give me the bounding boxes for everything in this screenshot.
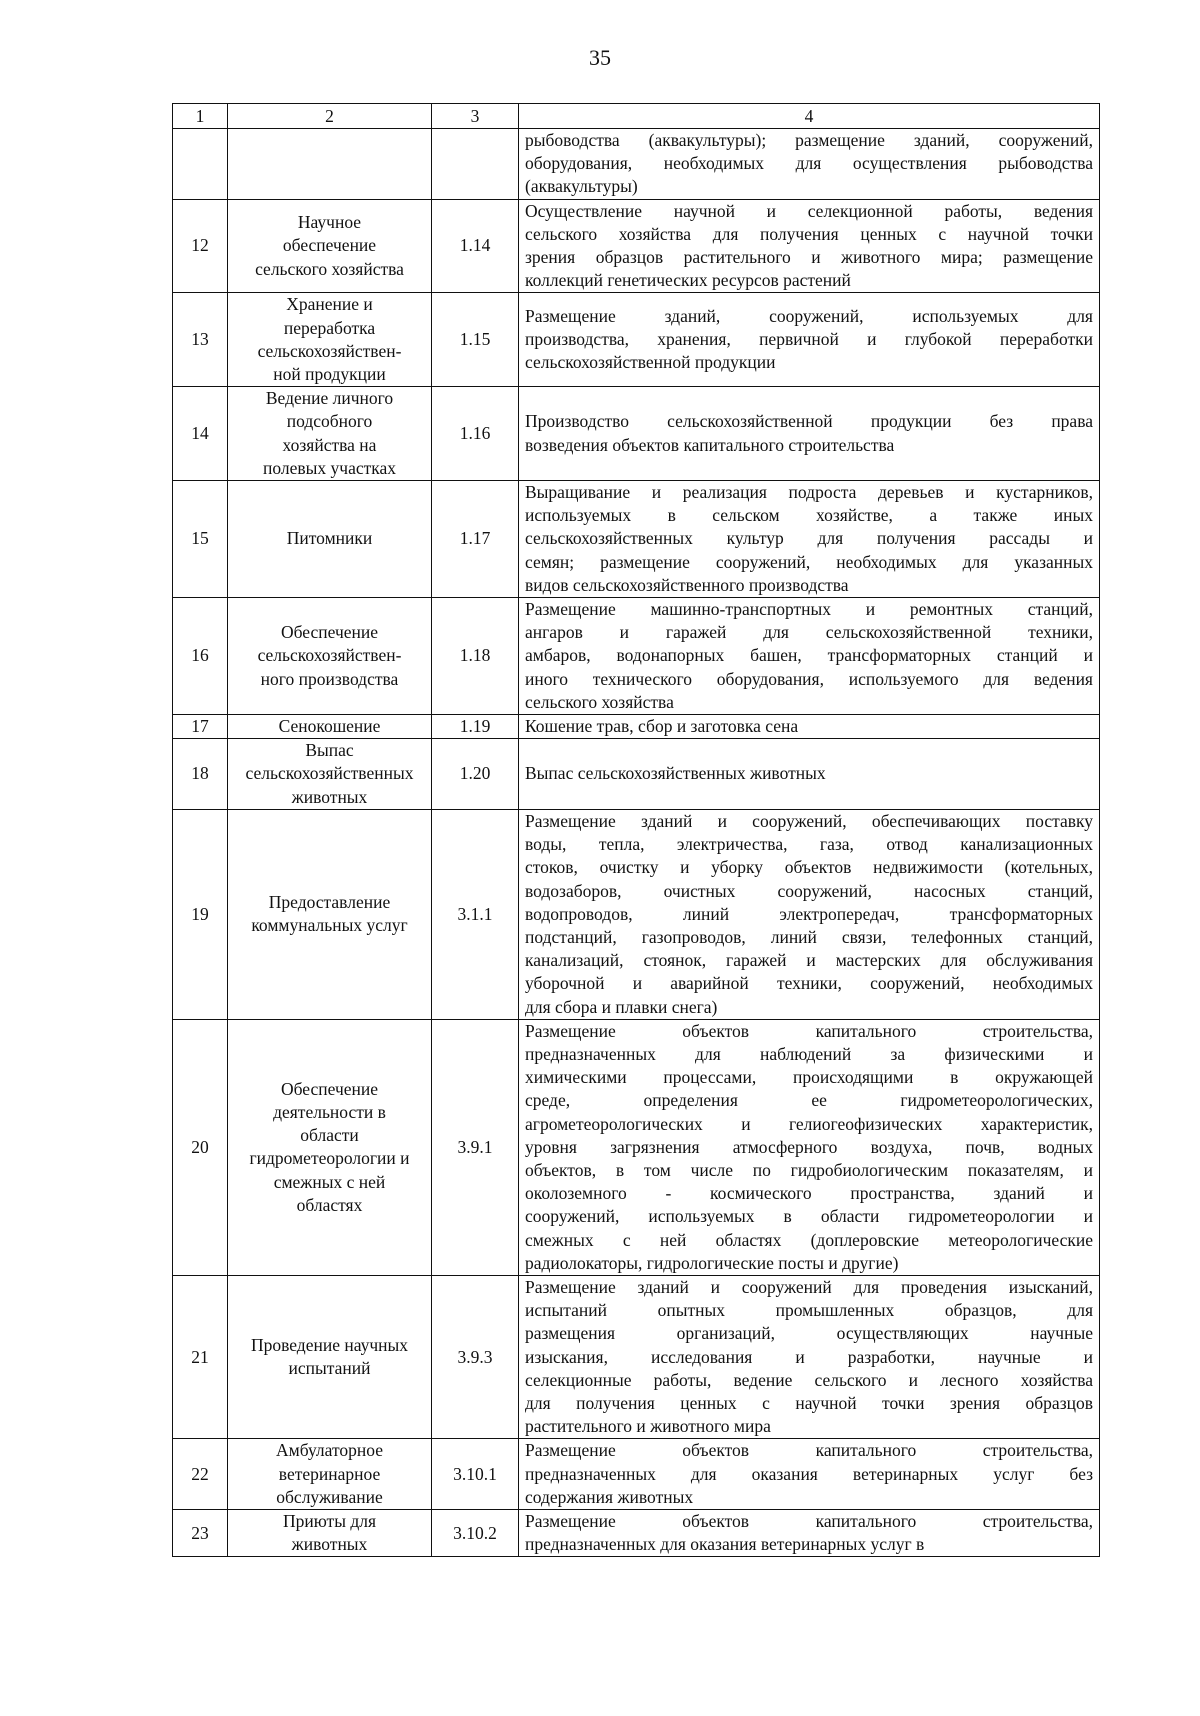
row-number: 12 bbox=[173, 199, 228, 293]
description-line: амбаров, водонапорных башен, трансформаторных станций и bbox=[525, 645, 1093, 666]
land-use-code: 1.14 bbox=[432, 199, 519, 293]
description-line: уборочной и аварийной техники, сооружений, необходимых bbox=[525, 973, 1093, 994]
name-line: животных bbox=[291, 1534, 368, 1555]
land-use-code bbox=[432, 129, 519, 200]
land-use-description bbox=[519, 1275, 1100, 1438]
name-line: Обеспечение bbox=[280, 1078, 379, 1099]
row-number: 13 bbox=[173, 293, 228, 387]
description-line: возведения объектов капитального строительства bbox=[525, 434, 895, 455]
description-line: Размещение объектов капитального строительства, bbox=[525, 1510, 1093, 1531]
description-line: среде, определения ее гидрометеорологических, bbox=[525, 1090, 1093, 1111]
land-use-description bbox=[519, 481, 1100, 598]
table-row bbox=[173, 739, 1100, 810]
description-line: смежных с ней областях (доплеровские метеорологические bbox=[525, 1229, 1093, 1250]
land-use-name bbox=[228, 1019, 432, 1275]
row-number bbox=[173, 129, 228, 200]
land-use-description bbox=[519, 293, 1100, 387]
description-line: Размещение объектов капитального строительства, bbox=[525, 1020, 1093, 1041]
name-line: испытаний bbox=[288, 1358, 371, 1379]
table-row bbox=[173, 387, 1100, 481]
description-line: зрения образцов растительного и животного мира; размещение bbox=[525, 247, 1093, 268]
land-use-name bbox=[228, 481, 432, 598]
name-line: сельскохозяйственных bbox=[245, 763, 414, 784]
description-line: канализаций, стоянок, гаражей и мастерских для обслуживания bbox=[525, 950, 1093, 971]
description-line: ангаров и гаражей для сельскохозяйственной техники, bbox=[525, 622, 1093, 643]
table-row bbox=[173, 715, 1100, 739]
description-line: сельского хозяйства для получения ценных с научной точки bbox=[525, 223, 1093, 244]
description-line: химическими процессами, происходящими в окружающей bbox=[525, 1067, 1093, 1088]
description-line: Размещение объектов капитального строительства, bbox=[525, 1440, 1093, 1461]
land-use-name bbox=[228, 809, 432, 1019]
table-row bbox=[173, 129, 1100, 200]
name-line: обеспечение bbox=[282, 235, 377, 256]
description-line: агрометеорологических и гелиогеофизических характеристик, bbox=[525, 1113, 1093, 1134]
land-use-name bbox=[228, 715, 432, 739]
name-line: Сенокошение bbox=[278, 716, 381, 737]
land-use-name bbox=[228, 129, 432, 200]
table-row bbox=[173, 1439, 1100, 1510]
name-line: коммунальных услуг bbox=[251, 915, 408, 936]
description-line: содержания животных bbox=[525, 1486, 694, 1507]
description-line: водопроводов, линий электропередач, трансформаторных bbox=[525, 903, 1093, 924]
description-line: сельского хозяйства bbox=[525, 691, 674, 712]
description-line: Осуществление научной и селекционной работы, ведения bbox=[525, 200, 1093, 221]
name-line: областях bbox=[296, 1194, 363, 1215]
land-use-description bbox=[519, 598, 1100, 715]
land-use-code: 3.10.2 bbox=[432, 1509, 519, 1556]
name-line: деятельности в bbox=[273, 1101, 386, 1122]
name-line: ветеринарное bbox=[278, 1463, 381, 1484]
description-line: сельскохозяйственной продукции bbox=[525, 352, 776, 373]
name-line: сельскохозяйствен- bbox=[257, 645, 402, 666]
land-use-description bbox=[519, 387, 1100, 481]
description-line: Выпас сельскохозяйственных животных bbox=[525, 763, 826, 784]
column-header-4: 4 bbox=[519, 104, 1100, 129]
land-use-description bbox=[519, 199, 1100, 293]
land-use-name bbox=[228, 293, 432, 387]
name-line: гидрометеорологии и bbox=[249, 1148, 410, 1169]
table-row bbox=[173, 809, 1100, 1019]
description-line: Размещение машинно-транспортных и ремонтных станций, bbox=[525, 599, 1093, 620]
land-use-name bbox=[228, 1509, 432, 1556]
name-line: подсобного bbox=[286, 411, 373, 432]
description-line: для сбора и плавки снега) bbox=[525, 996, 718, 1017]
land-use-name bbox=[228, 387, 432, 481]
table-row bbox=[173, 1019, 1100, 1275]
table-row bbox=[173, 598, 1100, 715]
row-number: 16 bbox=[173, 598, 228, 715]
description-line: коллекций генетических ресурсов растений bbox=[525, 270, 851, 291]
land-use-code: 3.9.3 bbox=[432, 1275, 519, 1438]
description-line: сельскохозяйственных культур для получения рассады и bbox=[525, 528, 1093, 549]
land-use-name bbox=[228, 739, 432, 810]
row-number: 20 bbox=[173, 1019, 228, 1275]
description-line: объектов, в том числе по гидробиологическим показателям, и bbox=[525, 1159, 1093, 1180]
page-number: 35 bbox=[589, 45, 611, 70]
name-line: смежных с ней bbox=[273, 1171, 386, 1192]
description-line: предназначенных для наблюдений за физическими и bbox=[525, 1043, 1093, 1064]
description-line: селекционные работы, ведение сельского и лесного хозяйства bbox=[525, 1369, 1093, 1390]
land-use-code: 1.15 bbox=[432, 293, 519, 387]
description-line: размещения организаций, осуществляющих научные bbox=[525, 1323, 1093, 1344]
description-line: испытаний опытных промышленных образцов, для bbox=[525, 1300, 1093, 1321]
description-line: Размещение зданий, сооружений, используемых для bbox=[525, 306, 1093, 327]
description-line: стоков, очистку и уборку объектов недвижимости (котельных, bbox=[525, 857, 1093, 878]
name-line: сельскохозяйствен- bbox=[257, 340, 402, 361]
land-use-code: 3.9.1 bbox=[432, 1019, 519, 1275]
row-number: 14 bbox=[173, 387, 228, 481]
name-line: хозяйства на bbox=[282, 434, 377, 455]
land-use-code: 1.20 bbox=[432, 739, 519, 810]
name-line: Проведение научных bbox=[250, 1334, 409, 1355]
name-line: Научное bbox=[297, 212, 362, 233]
land-use-name bbox=[228, 1439, 432, 1510]
row-number: 23 bbox=[173, 1509, 228, 1556]
name-line: Питомники bbox=[286, 528, 373, 549]
description-line: околоземного - космического пространства, зданий и bbox=[525, 1183, 1093, 1204]
land-use-name bbox=[228, 598, 432, 715]
land-use-description bbox=[519, 1019, 1100, 1275]
name-line: полевых участках bbox=[262, 457, 397, 478]
name-line: Хранение и bbox=[286, 294, 373, 315]
description-line: водозаборов, очистных сооружений, насосных станций, bbox=[525, 880, 1093, 901]
description-line: радиолокаторы, гидрологические посты и другие) bbox=[525, 1252, 899, 1273]
table-body bbox=[173, 129, 1100, 1557]
table-row bbox=[173, 1509, 1100, 1556]
description-line: оборудования, необходимых для осуществления рыбоводства bbox=[525, 153, 1093, 174]
table-row bbox=[173, 481, 1100, 598]
name-line: Выпас bbox=[305, 740, 354, 761]
name-line: Амбулаторное bbox=[276, 1440, 383, 1461]
description-line: Размещение зданий и сооружений для проведения изысканий, bbox=[525, 1276, 1093, 1297]
description-line: Кошение трав, сбор и заготовка сена bbox=[525, 716, 799, 737]
description-line: иного технического оборудования, используемого для ведения bbox=[525, 668, 1093, 689]
name-line: животных bbox=[291, 786, 368, 807]
description-line: предназначенных для оказания ветеринарных услуг в bbox=[525, 1534, 925, 1555]
description-line: видов сельскохозяйственного производства bbox=[525, 574, 849, 595]
row-number: 19 bbox=[173, 809, 228, 1019]
land-use-code: 1.16 bbox=[432, 387, 519, 481]
row-number: 18 bbox=[173, 739, 228, 810]
description-line: уровня загрязнения атмосферного воздуха, почв, водных bbox=[525, 1136, 1093, 1157]
land-use-code: 3.1.1 bbox=[432, 809, 519, 1019]
table-row bbox=[173, 199, 1100, 293]
land-use-table bbox=[172, 103, 1100, 1557]
table-row bbox=[173, 1275, 1100, 1438]
name-line: ного производства bbox=[260, 668, 399, 689]
land-use-description bbox=[519, 129, 1100, 200]
name-line: Приюты для bbox=[282, 1510, 377, 1531]
land-use-description bbox=[519, 715, 1100, 739]
description-line: рыбоводства (аквакультуры); размещение зданий, сооружений, bbox=[525, 130, 1093, 150]
description-line: воды, тепла, электричества, газа, отвод канализационных bbox=[525, 834, 1093, 855]
description-line: предназначенных для оказания ветеринарных услуг без bbox=[525, 1463, 1093, 1484]
description-line: используемых в сельском хозяйстве, а также иных bbox=[525, 505, 1093, 526]
table-row bbox=[173, 293, 1100, 387]
land-use-name bbox=[228, 1275, 432, 1438]
description-line: Выращивание и реализация подроста деревьев и кустарников, bbox=[525, 482, 1093, 503]
name-line: области bbox=[300, 1125, 359, 1146]
row-number: 17 bbox=[173, 715, 228, 739]
land-use-description bbox=[519, 739, 1100, 810]
description-line: растительного и животного мира bbox=[525, 1416, 771, 1437]
description-line: подстанций, газопроводов, линий связи, телефонных станций, bbox=[525, 926, 1093, 947]
row-number: 15 bbox=[173, 481, 228, 598]
column-header-3: 3 bbox=[432, 104, 519, 129]
land-use-description bbox=[519, 1509, 1100, 1556]
land-use-description bbox=[519, 809, 1100, 1019]
land-use-code: 1.19 bbox=[432, 715, 519, 739]
description-line: (аквакультуры) bbox=[525, 176, 638, 197]
name-line: сельского хозяйства bbox=[255, 258, 404, 279]
land-use-code: 3.10.1 bbox=[432, 1439, 519, 1510]
land-use-description bbox=[519, 1439, 1100, 1510]
name-line: ной продукции bbox=[273, 364, 386, 385]
land-use-code: 1.18 bbox=[432, 598, 519, 715]
name-line: Предоставление bbox=[268, 892, 391, 913]
name-line: переработка bbox=[283, 317, 376, 338]
description-line: семян; размещение сооружений, необходимых для указанных bbox=[525, 551, 1093, 572]
table-header-row bbox=[173, 104, 1100, 129]
description-line: сооружений, используемых в области гидрометеорологии и bbox=[525, 1206, 1093, 1227]
row-number: 22 bbox=[173, 1439, 228, 1510]
description-line: для получения ценных с научной точки зрения образцов bbox=[525, 1392, 1093, 1413]
description-line: Размещение зданий и сооружений, обеспечивающих поставку bbox=[525, 810, 1093, 831]
column-header-1: 1 bbox=[173, 104, 228, 129]
description-line: Производство сельскохозяйственной продукции без права bbox=[525, 411, 1093, 432]
land-use-name bbox=[228, 199, 432, 293]
land-use-code: 1.17 bbox=[432, 481, 519, 598]
description-line: изыскания, исследования и разработки, научные и bbox=[525, 1346, 1093, 1367]
name-line: Ведение личного bbox=[265, 388, 394, 409]
row-number: 21 bbox=[173, 1275, 228, 1438]
name-line: Обеспечение bbox=[280, 622, 379, 643]
name-line: обслуживание bbox=[276, 1486, 383, 1507]
column-header-2: 2 bbox=[228, 104, 432, 129]
description-line: производства, хранения, первичной и глубокой переработки bbox=[525, 329, 1093, 350]
